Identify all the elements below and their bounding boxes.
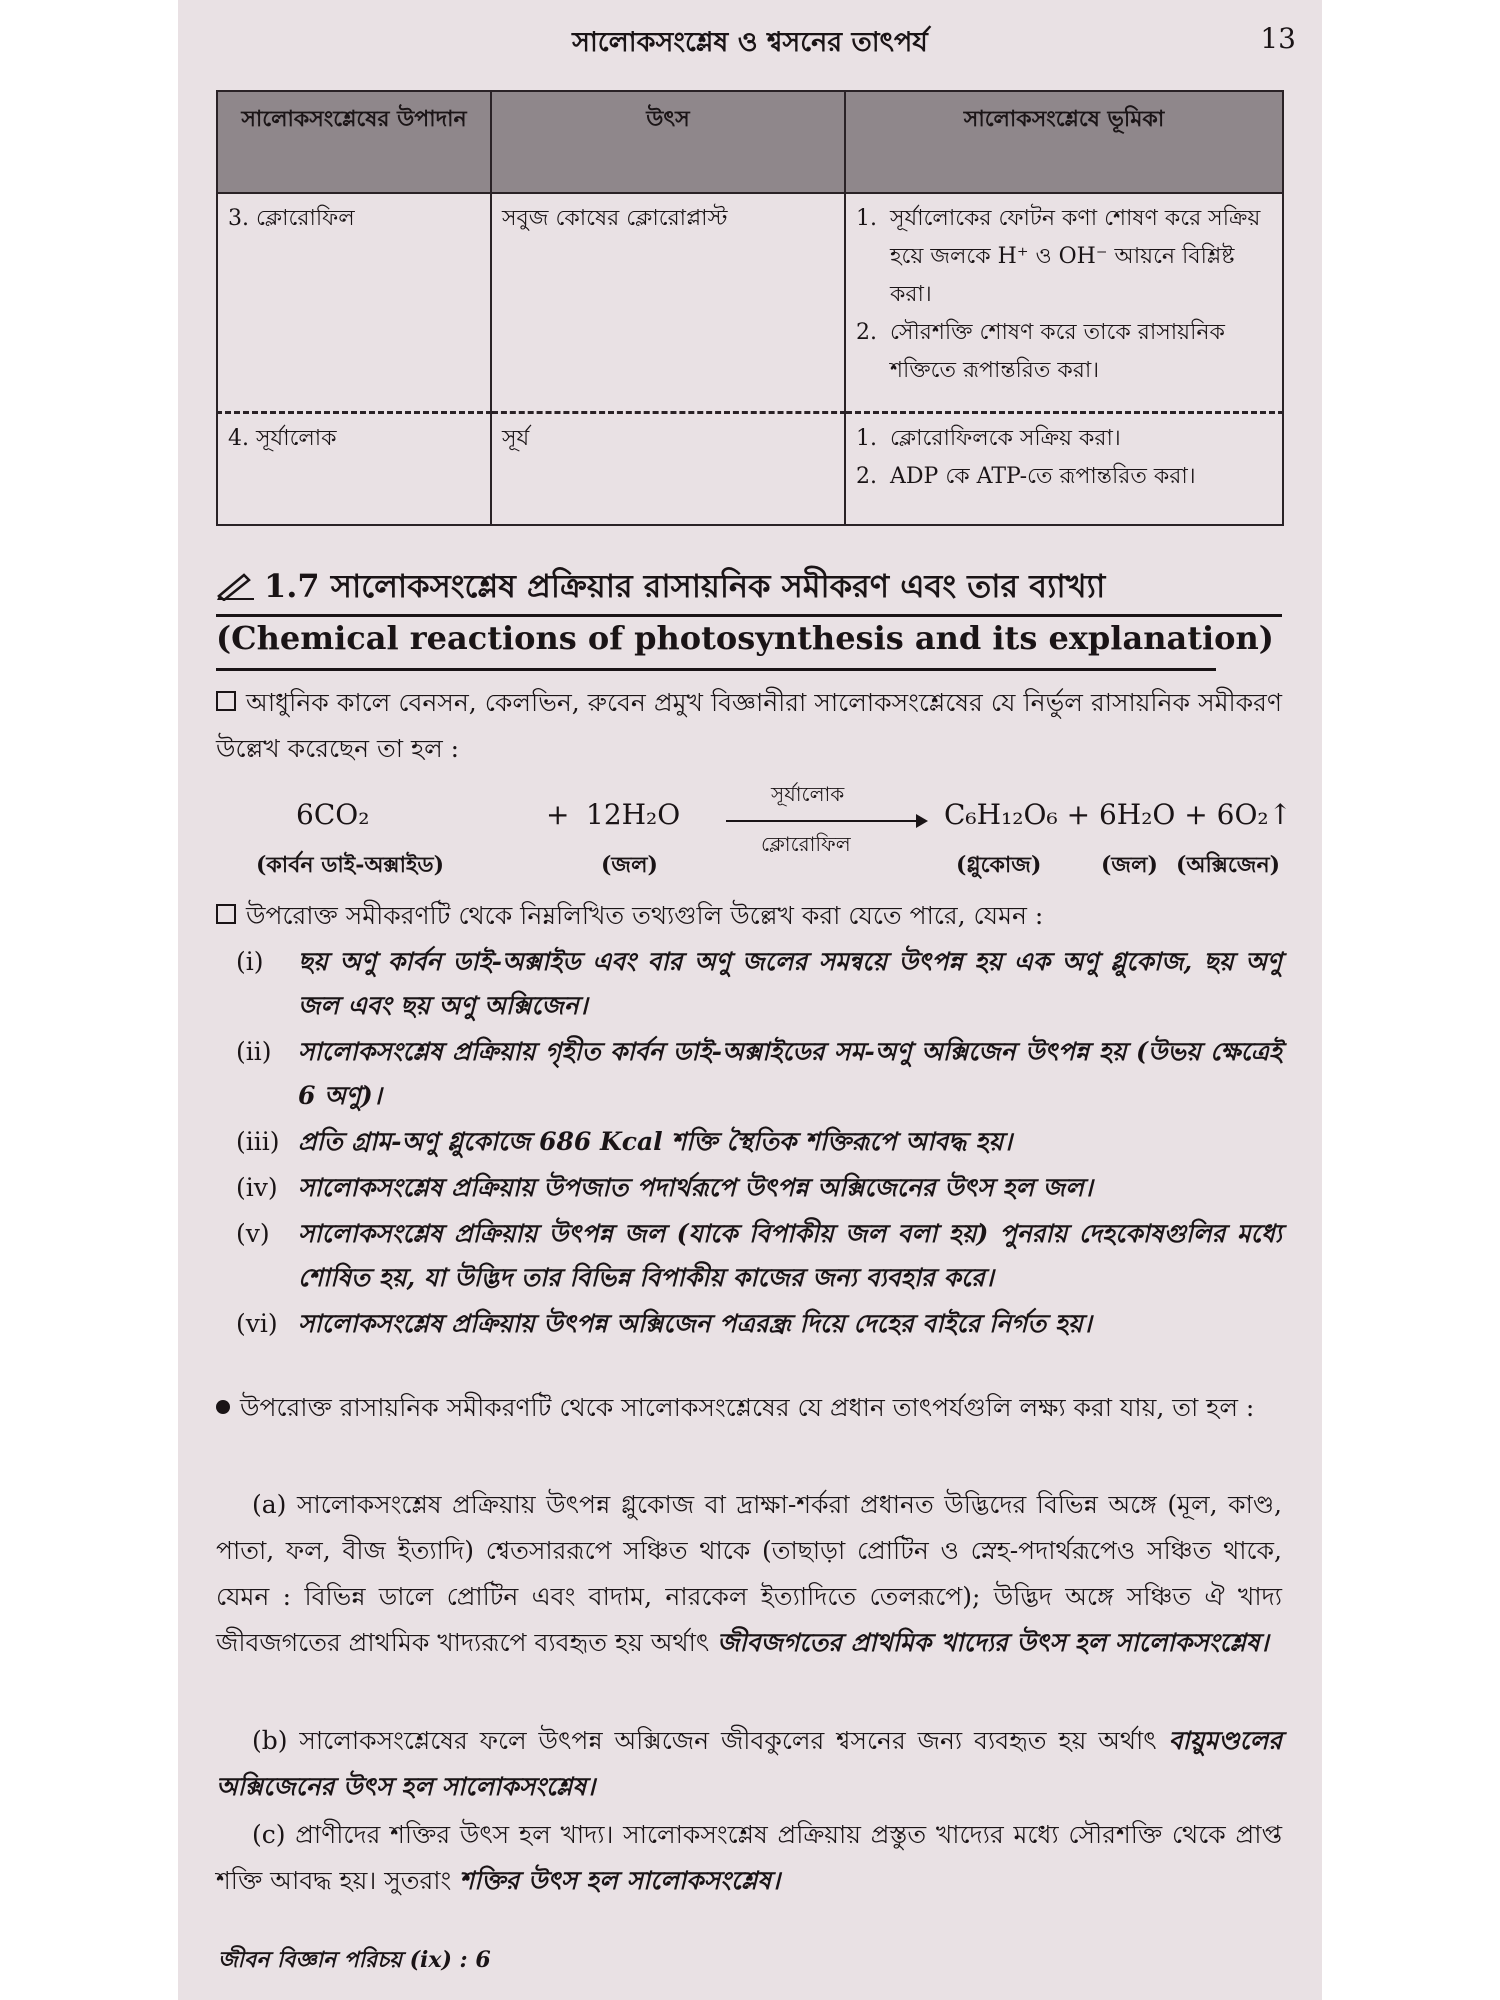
significance-emphasis: শক্তির উৎস হল সালোকসংশ্লেষ।	[459, 1866, 781, 1895]
table-cell-source: সূর্য	[491, 413, 845, 526]
equation-products: C₆H₁₂O₆ + 6H₂O + 6O₂↑	[944, 798, 1293, 831]
list-item	[216, 1120, 1282, 1164]
filled-circle-bullet-icon	[216, 1400, 230, 1414]
reaction-arrow	[726, 820, 921, 822]
list-number: 1.	[856, 426, 877, 451]
equation-label-water-product: (জল)	[1101, 852, 1158, 878]
equation-label-oxygen: (অক্সিজেন)	[1176, 852, 1280, 878]
section-heading	[216, 560, 1282, 664]
photosynthesis-components-table	[216, 90, 1284, 526]
significance-item-c	[216, 1812, 1282, 1904]
equation-label-water: (জল)	[601, 852, 658, 878]
list-text: সালোকসংশ্লেষ প্রক্রিয়ায় উপজাত পদার্থরূপে উৎপন্ন অক্সিজেনের উৎস হল জল।	[298, 1173, 1093, 1202]
heading-underline	[216, 668, 1216, 671]
book-page	[178, 0, 1322, 2000]
list-text: ক্লোরোফিলকে সক্রিয় করা।	[890, 426, 1121, 451]
list-text: ADP কে ATP-তে রূপান্তরিত করা।	[890, 464, 1196, 489]
page-footer: জীবন বিজ্ঞান পরিচয় (ix) : 6	[218, 1947, 491, 1973]
checkbox-bullet-icon	[216, 904, 236, 924]
table-cell-component: 4. সূর্যালোক	[217, 413, 491, 526]
significance-item-b	[216, 1718, 1282, 1810]
table-cell-role	[845, 193, 1283, 413]
table-cell-role	[845, 413, 1283, 526]
table-header-component: সালোকসংশ্লেষের উপাদান	[217, 91, 491, 193]
list-text: সালোকসংশ্লেষ প্রক্রিয়ায় উৎপন্ন জল (যাকে বিপাকীয় জল বলা হয়) পুনরায় দেহকোষগুলির মধ্যে শোষিত হয়, যা উদ্ভিদ তার বিভিন্ন বিপাকীয় কাজের জন্য ব্যবহার করে।	[298, 1219, 1282, 1292]
equation-label-co2: (কার্বন ডাই-অক্সাইড)	[256, 852, 445, 878]
equation-co2: 6CO₂	[296, 798, 370, 831]
list-item	[856, 200, 1272, 314]
list-text: সালোকসংশ্লেষ প্রক্রিয়ায় গৃহীত কার্বন ডাই-অক্সাইডের সম-অণু অক্সিজেন উৎপন্ন হয় (উভয় ক্ষেত্রেই 6 অণু)।	[298, 1037, 1282, 1110]
list-item	[216, 1302, 1282, 1346]
table-header-row	[217, 91, 1283, 193]
list-text: প্রতি গ্রাম-অণু গ্লুকোজে 686 Kcal শক্তি স্থৈতিক শক্তিরূপে আবদ্ধ হয়।	[298, 1127, 1013, 1156]
significance-intro-text: উপরোক্ত রাসায়নিক সমীকরণটি থেকে সালোকসংশ্লেষের যে প্রধান তাৎপর্যগুলি লক্ষ্য করা যায়, তা হল :	[240, 1393, 1255, 1422]
equation-plus: +	[546, 798, 570, 831]
list-text: সালোকসংশ্লেষ প্রক্রিয়ায় উৎপন্ন অক্সিজেন পত্ররন্ধ্র দিয়ে দেহের বাইরে নির্গত হয়।	[298, 1309, 1092, 1338]
list-item	[216, 940, 1282, 1028]
reaction-arrowhead	[916, 814, 928, 828]
list-item	[856, 314, 1272, 390]
pen-writing-icon	[216, 571, 256, 601]
list-number: (i)	[236, 947, 264, 976]
page-number: 13	[1260, 22, 1296, 55]
facts-list	[216, 940, 1282, 1348]
list-number: (v)	[236, 1219, 270, 1248]
table-cell-source: সবুজ কোষের ক্লোরোপ্লাস্ট	[491, 193, 845, 413]
heading-underline	[216, 614, 1282, 617]
list-number: (iii)	[236, 1127, 280, 1156]
equation-condition-chlorophyll: ক্লোরোফিল	[761, 832, 851, 856]
list-item	[216, 1030, 1282, 1118]
table-row	[217, 193, 1283, 413]
table-row	[217, 413, 1283, 526]
section-heading-text: 1.7 সালোকসংশ্লেষ প্রক্রিয়ার রাসায়নিক সমীকরণ এবং তার ব্যাখ্যা (Chemical reactions of photosynthesis and its explanation)	[216, 567, 1274, 657]
list-text: সূর্যালোকের ফোটন কণা শোষণ করে সক্রিয় হয়ে জলকে H⁺ ও OH⁻ আয়নে বিশ্লিষ্ট করা।	[890, 206, 1261, 307]
list-number: 1.	[856, 206, 877, 231]
significance-text: (c) প্রাণীদের শক্তির উৎস হল খাদ্য। সালোকসংশ্লেষ প্রক্রিয়ায় প্রস্তুত খাদ্যের মধ্যে সৌরশক্তি থেকে প্রাপ্ত শক্তি আবদ্ধ হয়। সুতরাং	[216, 1820, 1282, 1895]
table-header-source: উৎস	[491, 91, 845, 193]
intro-text: আধুনিক কালে বেনসন, কেলভিন, রুবেন প্রমুখ বিজ্ঞানীরা সালোকসংশ্লেষের যে নির্ভুল রাসায়নিক সমীকরণ উল্লেখ করেছেন তা হল :	[216, 688, 1282, 763]
table-header-role: সালোকসংশ্লেষে ভূমিকা	[845, 91, 1283, 193]
list-number: (ii)	[236, 1037, 272, 1066]
list-item	[216, 1166, 1282, 1210]
chemical-equation	[216, 780, 1293, 890]
significance-text: (b) সালোকসংশ্লেষের ফলে উৎপন্ন অক্সিজেন জীবকুলের শ্বসনের জন্য ব্যবহৃত হয় অর্থাৎ	[252, 1726, 1157, 1755]
significance-intro	[216, 1385, 1282, 1431]
facts-intro	[216, 893, 1282, 939]
intro-paragraph	[216, 680, 1282, 772]
list-item	[856, 458, 1272, 496]
equation-condition-light: সূর্যালোক	[771, 782, 845, 806]
list-item	[216, 1212, 1282, 1300]
significance-text: (a) সালোকসংশ্লেষ প্রক্রিয়ায় উৎপন্ন গ্লুকোজ বা দ্রাক্ষা-শর্করা প্রধানত উদ্ভিদের বিভিন্ন অঙ্গে (মূল, কাণ্ড, পাতা, ফল, বীজ ইত্যাদি) শ্বেতসাররূপে সঞ্চিত থাকে (তাছাড়া প্রোটিন ও স্নেহ-পদার্থরূপেও সঞ্চিত থাকে, যেমন : বিভিন্ন ডালে প্রোটিন এবং বাদাম, নারকেল ইত্যাদিতে তেলরূপে); উদ্ভিদ অঙ্গে সঞ্চিত ঐ খাদ্য জীবজগতের প্রাথমিক খাদ্যরূপে ব্যবহৃত হয় অর্থাৎ	[216, 1490, 1282, 1657]
equation-label-glucose: (গ্লুকোজ)	[956, 852, 1042, 878]
running-title: সালোকসংশ্লেষ ও শ্বসনের তাৎপর্য	[572, 27, 928, 58]
facts-intro-text: উপরোক্ত সমীকরণটি থেকে নিম্নলিখিত তথ্যগুলি উল্লেখ করা যেতে পারে, যেমন :	[246, 901, 1044, 930]
list-number: (iv)	[236, 1173, 278, 1202]
list-number: (vi)	[236, 1309, 278, 1338]
list-item	[856, 420, 1272, 458]
significance-item-a	[216, 1482, 1282, 1666]
significance-emphasis: বায়ুমণ্ডলের অক্সিজেনের উৎস হল সালোকসংশ্লেষ।	[216, 1726, 1282, 1801]
list-text: সৌরশক্তি শোষণ করে তাকে রাসায়নিক শক্তিতে রূপান্তরিত করা।	[890, 320, 1225, 383]
list-text: ছয় অণু কার্বন ডাই-অক্সাইড এবং বার অণু জলের সমন্বয়ে উৎপন্ন হয় এক অণু গ্লুকোজ, ছয় অণু জল এবং ছয় অণু অক্সিজেন।	[298, 947, 1282, 1020]
significance-emphasis: জীবজগতের প্রাথমিক খাদ্যের উৎস হল সালোকসংশ্লেষ।	[717, 1628, 1269, 1657]
list-number: 2.	[856, 464, 877, 489]
table-cell-component: 3. ক্লোরোফিল	[217, 193, 491, 413]
equation-h2o: 12H₂O	[586, 798, 681, 831]
checkbox-bullet-icon	[216, 691, 236, 711]
list-number: 2.	[856, 320, 877, 345]
